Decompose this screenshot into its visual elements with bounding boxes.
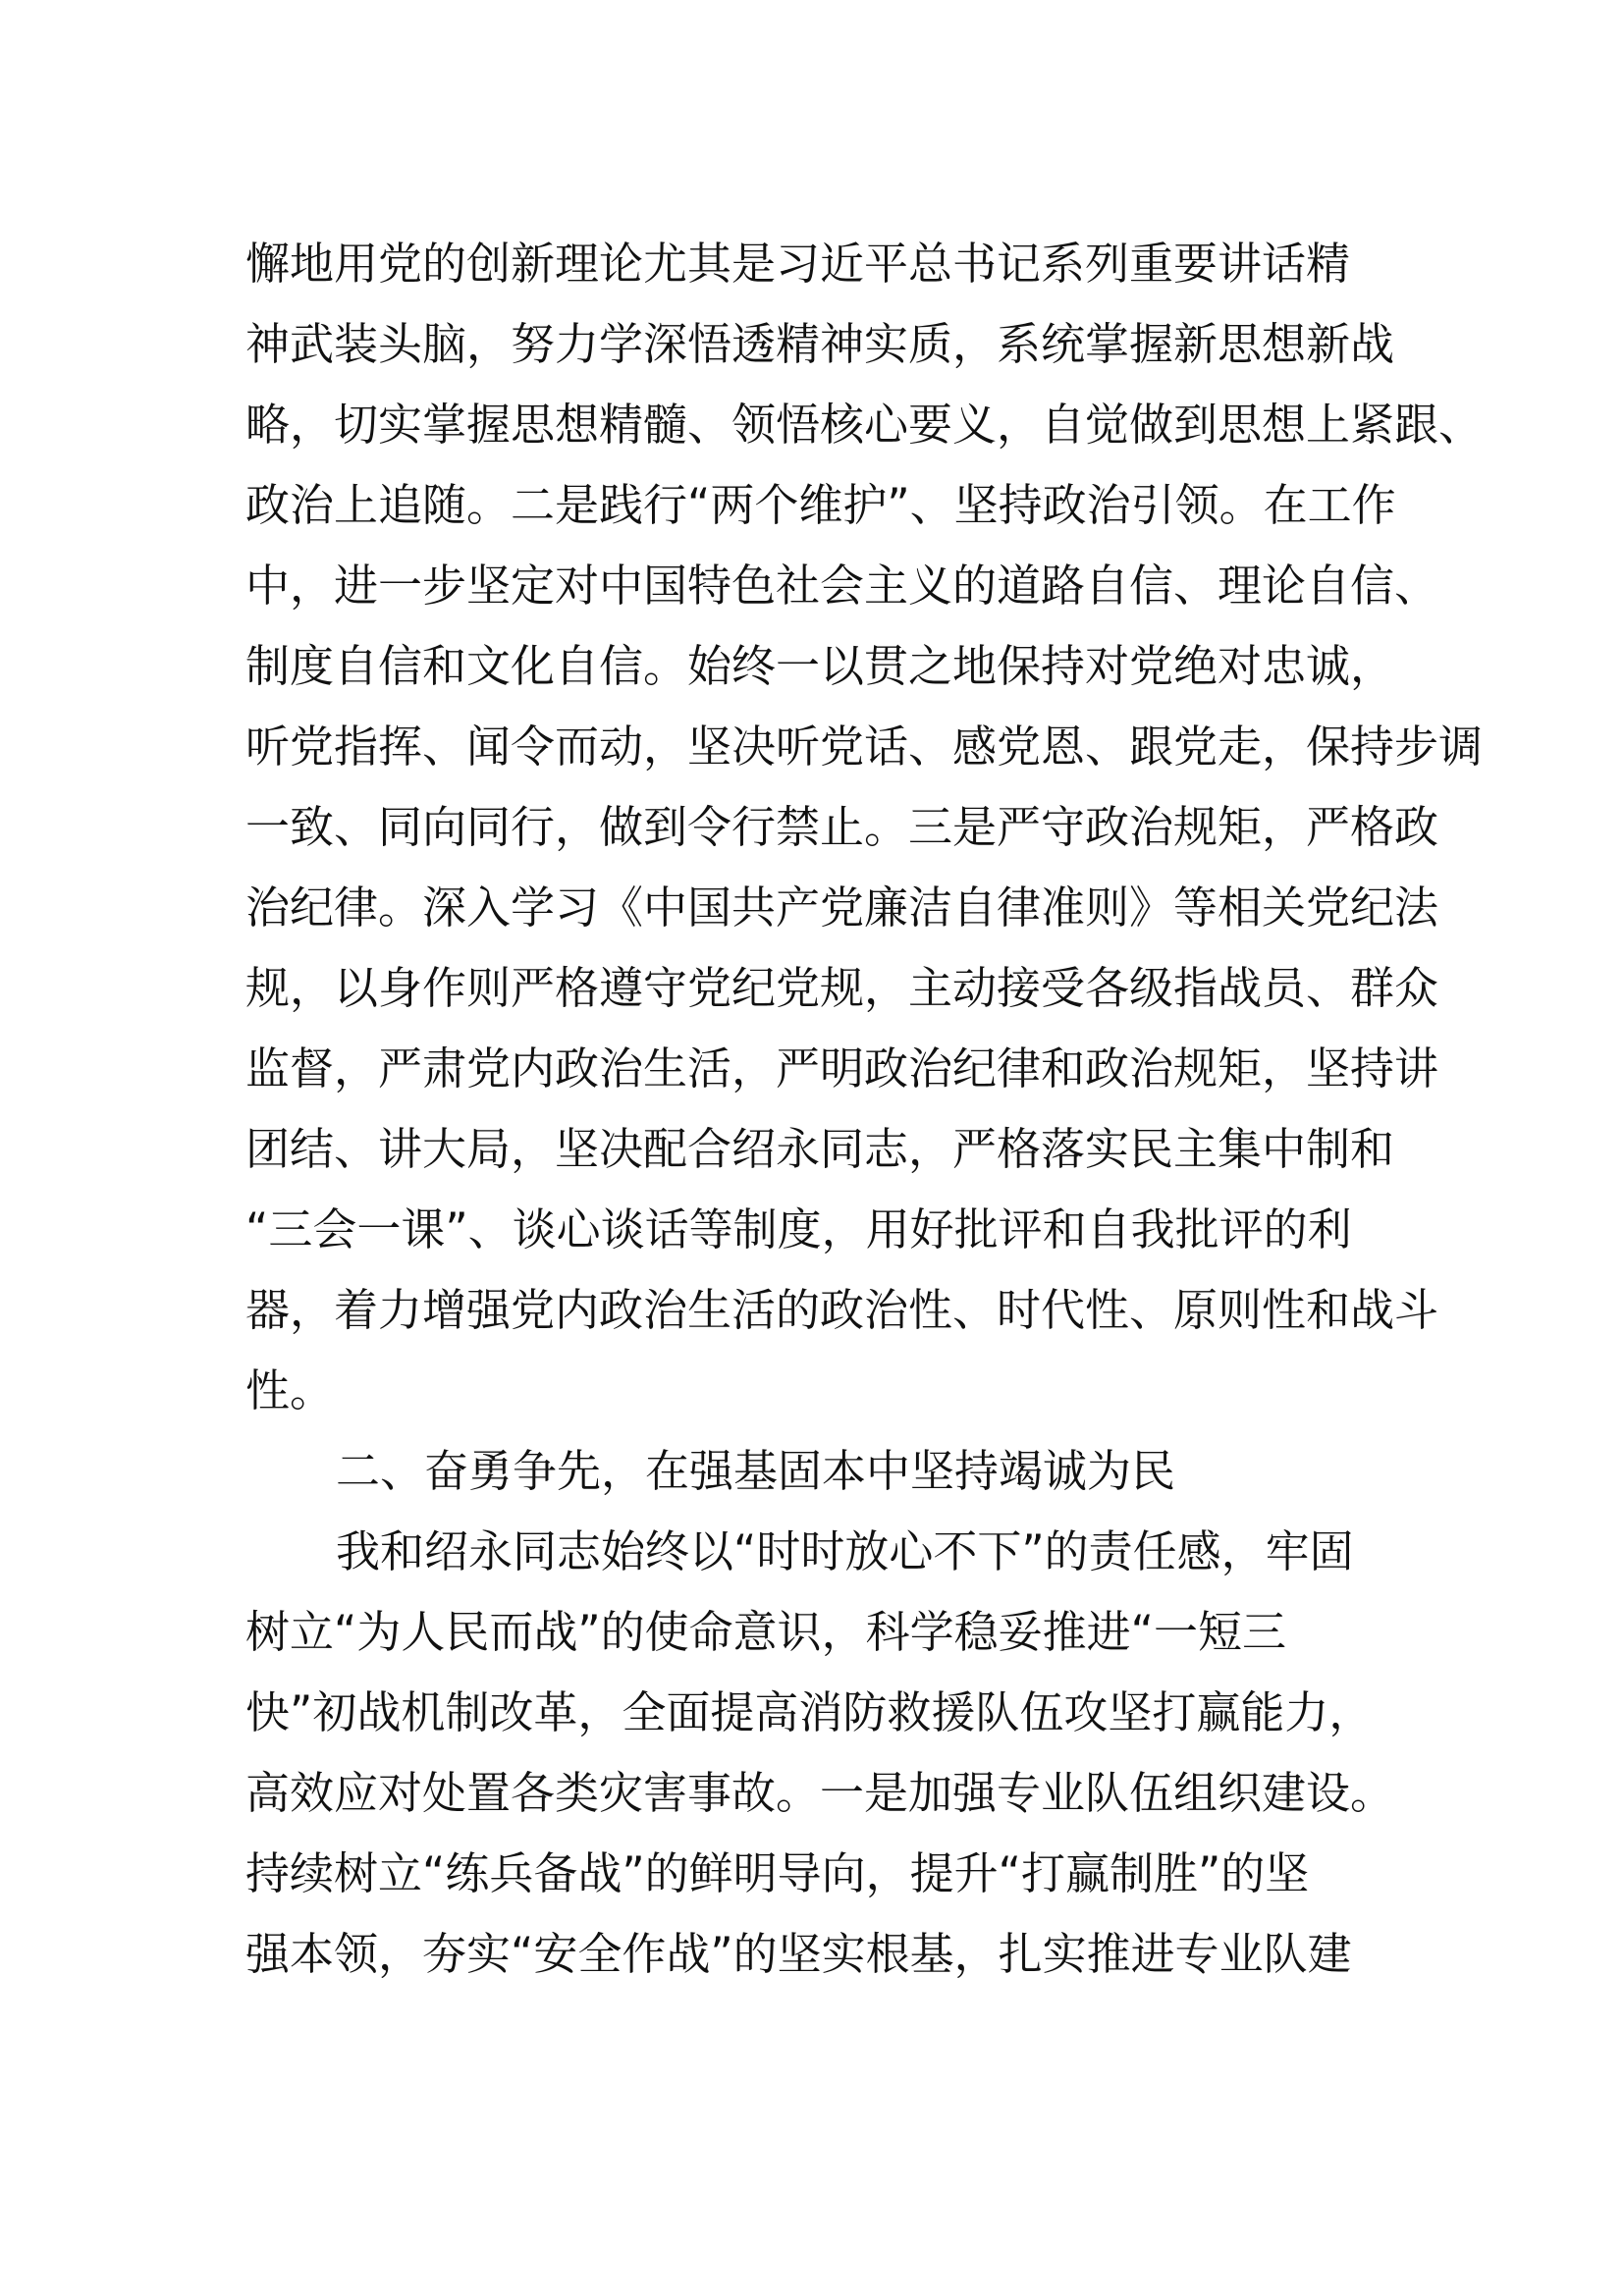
text-line: 政治上追随。二是践行“两个维护”、坚持政治引领。在工作 xyxy=(245,479,1396,531)
text-line: “三会一课”、谈心谈话等制度，用好批评和自我批评的利 xyxy=(245,1203,1352,1255)
text-line: 器，着力增强党内政治生活的政治性、时代性、原则性和战斗 xyxy=(245,1284,1439,1336)
text-line: 听党指挥、闻令而动，坚决听党话、感党恩、跟党走，保持步调 xyxy=(245,721,1484,773)
text-line: 持续树立“练兵备战”的鲜明导向，提升“打赢制胜”的坚 xyxy=(245,1847,1310,1899)
text-line: 治纪律。深入学习《中国共产党廉洁自律准则》等相关党纪法 xyxy=(245,881,1439,934)
text-line: 团结、讲大局，坚决配合绍永同志，严格落实民主集中制和 xyxy=(245,1123,1395,1175)
text-line: 一致、同向同行，做到令行禁止。三是严守政治规矩，严格政 xyxy=(245,801,1439,853)
text-line: 懈地用党的创新理论尤其是习近平总书记系列重要讲话精 xyxy=(245,238,1351,290)
text-line: 中，进一步坚定对中国特色社会主义的道路自信、理论自信、 xyxy=(245,560,1439,612)
text-line: 规，以身作则严格遵守党纪党规，主动接受各级指战员、群众 xyxy=(245,962,1439,1014)
text-line: 略，切实掌握思想精髓、领悟核心要义，自觉做到思想上紧跟、 xyxy=(245,399,1484,451)
text-line: 性。 xyxy=(245,1364,335,1416)
paragraph-first-line: 我和绍永同志始终以“时时放心不下”的责任感，牢固 xyxy=(336,1525,1354,1577)
text-line: 监督，严肃党内政治生活，严明政治纪律和政治规矩，坚持讲 xyxy=(245,1042,1439,1095)
text-line: 制度自信和文化自信。始终一以贯之地保持对党绝对忠诚， xyxy=(245,640,1395,692)
text-line: 强本领，夯实“安全作战”的坚实根基，扎实推进专业队建 xyxy=(245,1928,1352,1980)
text-line: 快”初战机制改革，全面提高消防救援队伍攻坚打赢能力， xyxy=(245,1686,1374,1738)
body-text xyxy=(245,224,1484,1995)
text-line: 神武装头脑，努力学深悟透精神实质，系统掌握新思想新战 xyxy=(245,318,1395,370)
section-heading: 二、奋勇争先，在强基固本中坚持竭诚为民 xyxy=(336,1445,1176,1497)
text-line: 高效应对处置各类灾害事故。一是加强专业队伍组织建设。 xyxy=(245,1767,1395,1819)
text-line: 树立“为人民而战”的使命意识，科学稳妥推进“一短三 xyxy=(245,1606,1286,1658)
